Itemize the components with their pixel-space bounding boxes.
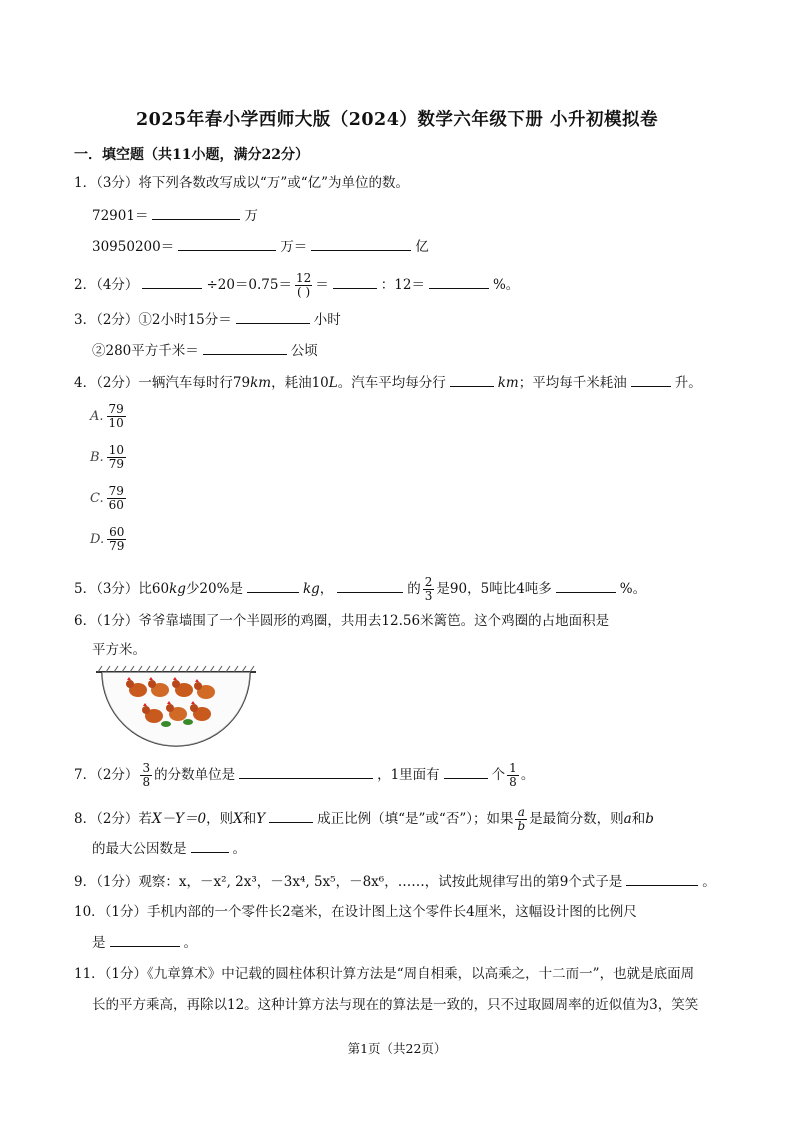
question-4-stem: 4．（2分）一辆汽车每时行79km，耗油10L。汽车平均每分行 km；平均每千米耗油 升。 bbox=[74, 372, 702, 393]
question-8-line1: 8．（2分）若X－Y＝0，则X和Y 成正比例（填“是”或“否”）；如果 $\frac{a}{b}$ 是最简分数，则a和b bbox=[74, 805, 654, 833]
page-title: 2025年春小学西师大版（2024）数学六年级下册 小升初模拟卷 bbox=[135, 110, 658, 130]
question-2: 2．（4分） ÷20＝0.75＝ $\frac{12}{( )}$ ＝ ：12＝ %。 bbox=[74, 271, 520, 299]
blank[interactable] bbox=[239, 764, 373, 779]
blank[interactable] bbox=[152, 205, 240, 220]
blank[interactable] bbox=[333, 274, 377, 289]
question-7: 7．（2分） $\frac{3}{8}$ 的分数单位是 ，1里面有 个 $\frac{1}{8}$ 。 bbox=[74, 761, 535, 789]
question-6-line1: 6．（1分）爷爷靠墙围了一个半圆形的鸡圈，共用去12.56米篱笆。这个鸡圈的占地面积是 bbox=[74, 613, 610, 629]
chicken-pen-figure bbox=[92, 664, 260, 748]
question-8-line2: 的最大公因数是 。 bbox=[92, 838, 246, 859]
blank[interactable] bbox=[311, 236, 411, 251]
blank[interactable] bbox=[631, 372, 671, 387]
blank[interactable] bbox=[247, 578, 299, 593]
question-6-line2: 平方米。 bbox=[92, 642, 146, 658]
blank[interactable] bbox=[191, 838, 229, 853]
blank[interactable] bbox=[337, 578, 403, 593]
question-1-a: 72901＝ 万 bbox=[92, 205, 258, 226]
blank[interactable] bbox=[110, 932, 180, 947]
question-5: 5．（3分）比60kg少20%是 kg， 的 $\frac{2}{3}$ 是90，5吨比4吨多 %。 bbox=[74, 575, 647, 603]
question-9: 9．（1分）观察：x，－x², 2x³，－3x⁴, 5x⁵，－8x⁶，……，试按此规律写出的第9个式子是 。 bbox=[74, 871, 716, 892]
blank[interactable] bbox=[444, 764, 488, 779]
blank[interactable] bbox=[203, 340, 287, 355]
option-b[interactable]: B. $\frac{10}{79}$ bbox=[90, 443, 124, 471]
blank[interactable] bbox=[556, 578, 616, 593]
blank[interactable] bbox=[450, 372, 494, 387]
question-3-a: 3．（2分）①2小时15分＝ 小时 bbox=[74, 309, 341, 330]
option-c[interactable]: C. $\frac{79}{60}$ bbox=[90, 484, 124, 512]
blank[interactable] bbox=[236, 309, 310, 324]
question-11-line2: 长的平方乘高，再除以12。这种计算方法与现在的算法是一致的，只不过取圆周率的近似值为3，笑笑 bbox=[92, 997, 699, 1013]
blank[interactable] bbox=[178, 236, 276, 251]
option-a[interactable]: A. $\frac{79}{10}$ bbox=[90, 402, 124, 430]
blank[interactable] bbox=[429, 274, 489, 289]
section-heading: 一．填空题（共11小题，满分22分） bbox=[74, 147, 309, 163]
option-d[interactable]: D. $\frac{60}{79}$ bbox=[90, 525, 125, 553]
question-1-b: 30950200＝ 万＝ 亿 bbox=[92, 236, 429, 257]
question-10-line1: 10．（1分）手机内部的一个零件长2毫米，在设计图上这个零件长4厘米，这幅设计图的比例尺 bbox=[74, 904, 637, 920]
page-footer: 第1页（共22页） bbox=[347, 1041, 447, 1056]
question-10-line2: 是 。 bbox=[92, 932, 197, 953]
question-1-stem: 1．（3分）将下列各数改写成以“万”或“亿”为单位的数。 bbox=[74, 175, 410, 191]
blank[interactable] bbox=[269, 808, 313, 823]
question-11-line1: 11．（1分）《九章算术》中记载的圆柱体积计算方法是“周自相乘，以高乘之，十二而一”，也就是底面周 bbox=[74, 966, 695, 982]
blank[interactable] bbox=[626, 871, 698, 886]
blank[interactable] bbox=[142, 274, 202, 289]
question-3-b: ②280平方千米＝ 公顷 bbox=[92, 340, 318, 361]
